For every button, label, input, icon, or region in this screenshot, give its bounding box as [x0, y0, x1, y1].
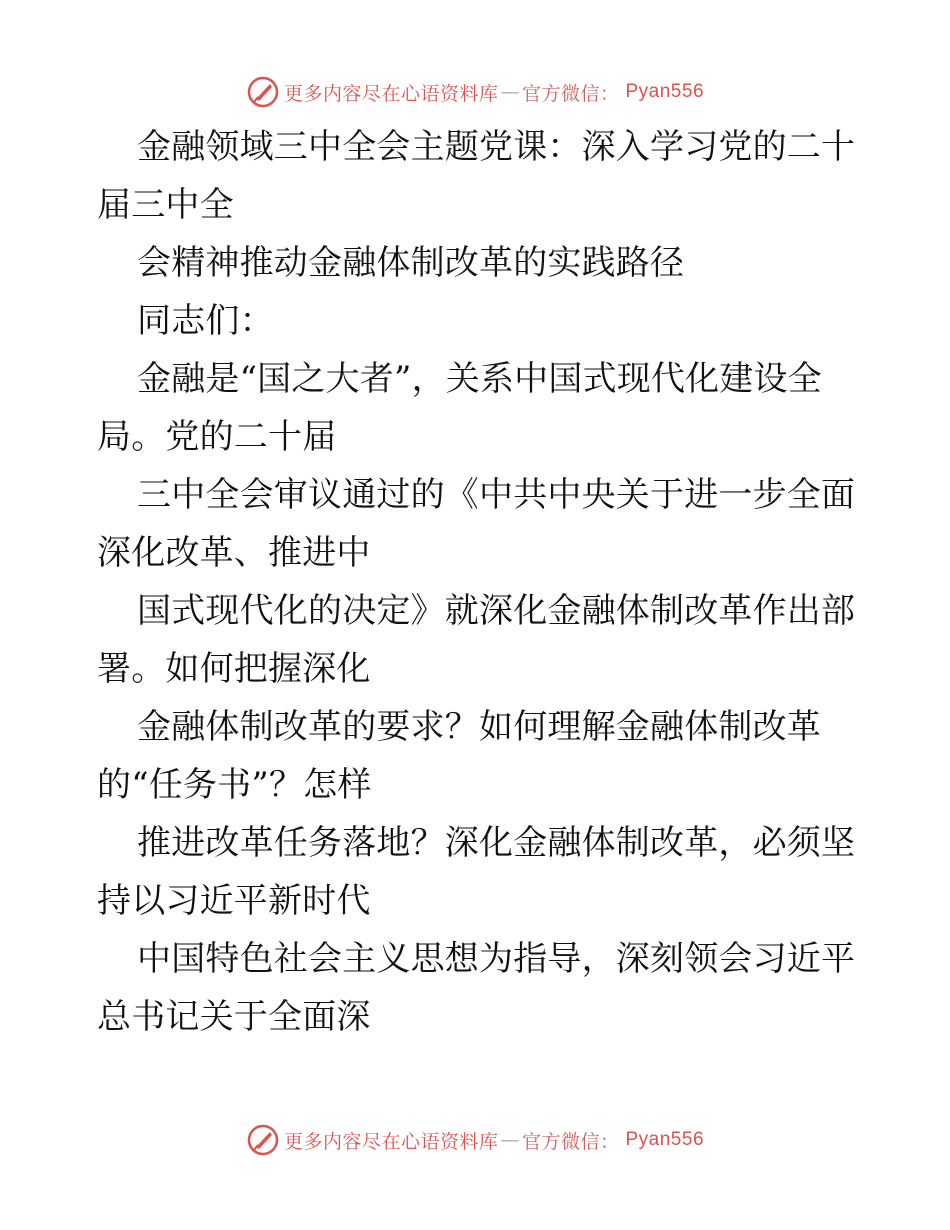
footer-watermark — [0, 1120, 950, 1160]
text-line: 同志们： — [137, 301, 274, 341]
text-line: 金融领域三中全会主题党课：深入学习党的二十 — [137, 127, 856, 167]
text-line: 金融体制改革的要求？如何理解金融体制改革 — [137, 707, 821, 747]
text-line: 署。如何把握深化 — [97, 649, 371, 689]
watermark-wechat-label: 官方微信： — [521, 82, 620, 105]
text-line: 持以习近平新时代 — [97, 881, 371, 921]
quill-pen-logo-icon — [246, 1123, 280, 1157]
watermark-site-name: 更多内容尽在心语资料库 — [283, 82, 499, 105]
text-line: 推进改革任务落地？深化金融体制改革，必须坚 — [137, 823, 856, 863]
watermark-site-name: 更多内容尽在心语资料库 — [283, 1130, 499, 1153]
header-watermark — [0, 72, 950, 112]
quill-pen-logo-icon — [246, 75, 280, 109]
text-line: 届三中全 — [97, 185, 234, 225]
text-line: 总书记关于全面深 — [97, 997, 371, 1037]
watermark-wechat-id: Pyan556 — [625, 81, 705, 102]
text-line: 三中全会审议通过的《中共中央关于进一步全面 — [137, 475, 856, 515]
watermark-wechat-label: 官方微信： — [521, 1130, 620, 1153]
watermark-wechat-id: Pyan556 — [625, 1129, 705, 1150]
text-line: 局。党的二十届 — [97, 417, 337, 457]
text-line: 中国特色社会主义思想为指导，深刻领会习近平 — [137, 939, 856, 979]
watermark-dash: — — [500, 81, 520, 103]
text-line: 深化改革、推进中 — [97, 533, 371, 573]
text-line: 金融是“国之大者”，关系中国式现代化建设全 — [137, 359, 822, 399]
watermark-dash: — — [500, 1129, 520, 1151]
text-line: 的“任务书”？怎样 — [97, 765, 372, 805]
document-body — [97, 118, 857, 1046]
text-line: 会精神推动金融体制改革的实践路径 — [137, 243, 685, 283]
text-line: 国式现代化的决定》就深化金融体制改革作出部 — [137, 591, 856, 631]
